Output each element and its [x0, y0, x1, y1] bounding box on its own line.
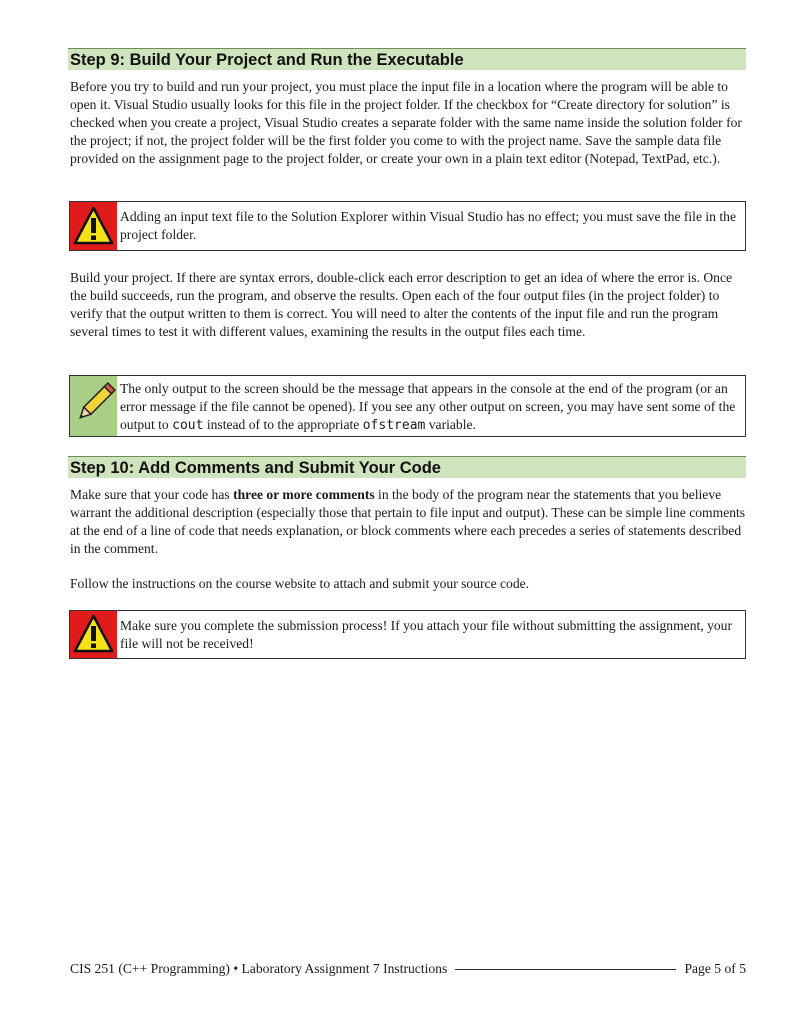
step-9-paragraph-2: Build your project. If there are syntax errors, double-click each error description to get an idea of where the error is. Once the build succeeds, run the program, and observe the results. Open each of the four output files (in the project folder) to verify that the output written to them is correct. You will need to alter the contents of the input file and run the program several times to test it with different values, examining the results in the output files each time.: [70, 270, 733, 339]
warning-icon: [70, 611, 117, 658]
warning-icon: [70, 202, 117, 250]
page-footer: [70, 960, 746, 978]
step-10-paragraph-1: [70, 486, 746, 558]
note-text-part-3: variable.: [425, 417, 476, 432]
step-10-paragraph-2: Follow the instructions on the course website to attach and submit your source code.: [70, 576, 530, 591]
note-callout-screen-output: [69, 375, 746, 437]
warning-callout-submission: [69, 610, 746, 659]
code-cout: cout: [172, 418, 204, 433]
step-10-paragraph-1-start: Make sure that your code has: [70, 487, 234, 502]
warning-text-1: Adding an input text file to the Solution Explorer within Visual Studio has no effect; you must save the file in the project folder.: [120, 209, 736, 242]
warning-callout-solution-explorer: [69, 201, 746, 251]
code-ofstream: ofstream: [362, 418, 426, 433]
note-text-part-1: The only output to the screen should be the message that appears in the console at the end of the program (or an error message if the file cannot be opened). If you see any other output on screen, you may have sent some of the output to: [120, 381, 736, 432]
note-text-part-2: instead of to the appropriate: [203, 417, 363, 432]
step-10-paragraph-1-bold: three or more comments: [233, 487, 375, 502]
step-9-heading: Step 9: Build Your Project and Run the Executable: [68, 48, 746, 70]
note-text: [120, 380, 737, 435]
warning-text-2: Make sure you complete the submission process! If you attach your file without submitting the assignment, your file will not be received!: [120, 618, 732, 651]
footer-course-title: CIS 251 (C++ Programming) • Laboratory Assignment 7 Instructions: [70, 961, 448, 976]
step-10-paragraph-1-end: in the body of the program near the statements that you believe warrant the additional description (especially those that pertain to file input and output). These can be simple line comments at the end of a line of code that needs explanation, or block comments where each precedes a series of statements described in the comment.: [70, 487, 746, 556]
step-9-paragraph-1: Before you try to build and run your project, you must place the input file in a location where the program will be able to open it. Visual Studio usually looks for this file in the project folder. If the checkbox for “Create directory for solution” is checked when you create a project, Visual Studio creates a separate folder with the same name inside the solution folder for the project; if not, the project folder will be the first folder you come to with the project name. Save the sample data file provided on the assignment page to the project folder, or create your own in a plain text editor (Notepad, TextPad, etc.).: [70, 79, 742, 166]
footer-rule: [455, 969, 676, 970]
footer-page-number: Page 5 of 5: [684, 961, 746, 976]
pencil-icon: [70, 376, 117, 436]
step-10-heading: Step 10: Add Comments and Submit Your Code: [68, 456, 746, 478]
